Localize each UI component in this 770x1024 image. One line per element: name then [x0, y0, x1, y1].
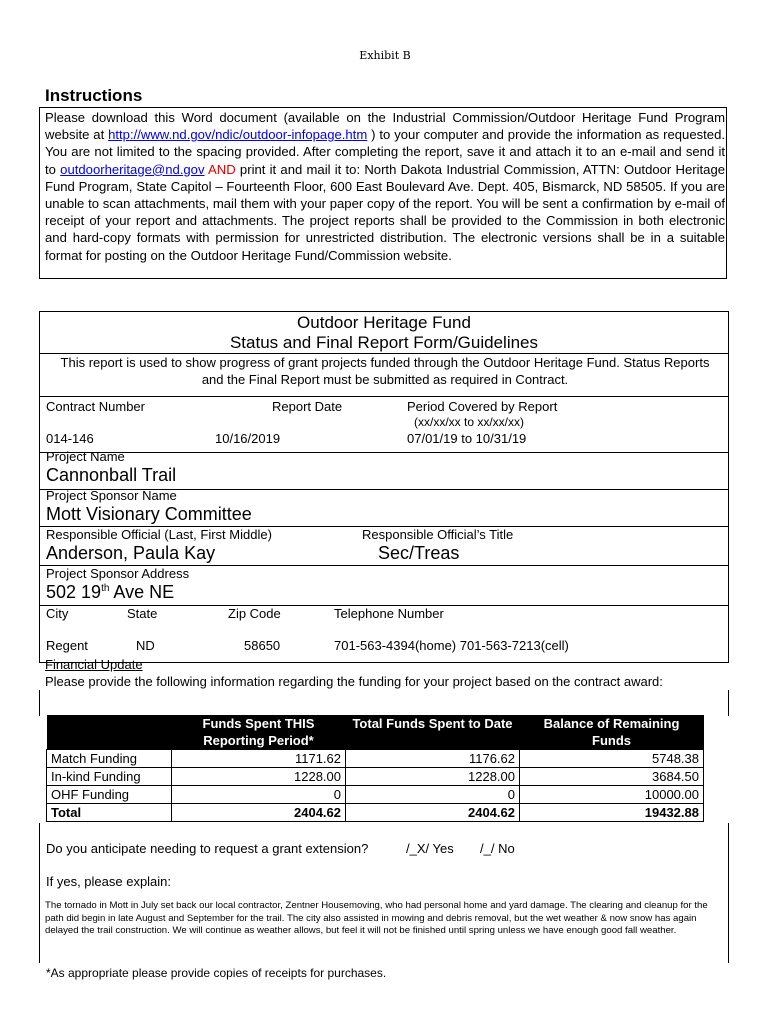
period-covered-value[interactable]: 07/01/19 to 10/31/19 — [407, 431, 527, 446]
balance-cell[interactable]: 3684.50 — [520, 768, 704, 786]
extension-question: Do you anticipate needing to request a grant extension? — [46, 841, 369, 856]
responsible-title-label: Responsible Official’s Title — [362, 527, 514, 542]
outdoor-infopage-link[interactable]: http://www.nd.gov/ndic/outdoor-infopage.htm — [108, 127, 368, 143]
col-balance: Balance of Remaining Funds — [520, 715, 704, 750]
period-covered-label: Period Covered by Report — [407, 399, 558, 414]
extension-yes-option[interactable]: /_X/ Yes — [406, 841, 454, 856]
this-period-cell[interactable]: 1171.62 — [172, 750, 346, 768]
to-date-cell[interactable]: 1228.00 — [346, 768, 520, 786]
receipts-footnote: *As appropriate please provide copies of receipts for purchases. — [46, 966, 387, 980]
financial-update-heading: Financial Update — [45, 657, 143, 672]
report-date-value[interactable]: 10/16/2019 — [215, 431, 281, 446]
report-date-label: Report Date — [272, 399, 343, 414]
city-label: City — [46, 606, 69, 621]
instructions-title: Instructions — [45, 86, 143, 105]
extension-no-option[interactable]: /_/ No — [480, 841, 515, 856]
funding-corner — [47, 715, 172, 750]
row-label: Total — [47, 804, 172, 822]
margin-rule — [728, 690, 729, 716]
period-format-hint: (xx/xx/xx to xx/xx/xx) — [414, 415, 525, 429]
row-label: OHF Funding — [47, 786, 172, 804]
row-label: Match Funding — [47, 750, 172, 768]
address-ordinal: th — [101, 583, 110, 594]
state-value[interactable]: ND — [136, 638, 155, 653]
instructions-part-3: print it and mail it to: North Dakota Industrial Commission, ATTN: Outdoor Heritage Fund Program, State Capitol – Fourteenth Floor, 600 East Boulevard Ave. Dept. 405, Bismarck, ND 58505. If you are unable to scan attachments, mail them with your paper copy of the report. You will be sent a confirmation by e-mail of receipt of your report and attachments. The project reports shall be provided to the Commission in both electronic and hard-copy formats with permission for unrestricted distribution. The electronic versions shall be in a suitable format for posting on the Outdoor Heritage Fund/Commission website. — [45, 161, 726, 263]
telephone-label: Telephone Number — [334, 606, 444, 621]
balance-cell[interactable]: 19432.88 — [520, 804, 704, 822]
this-period-cell[interactable]: 0 — [172, 786, 346, 804]
margin-rule — [39, 690, 40, 716]
exhibit-label: Exhibit B — [359, 49, 411, 62]
address-number: 502 19 — [46, 582, 102, 602]
instructions-part-1: Please download this Word document (available on the Industrial Commission/Outdoor Heritage Fund Program website at — [45, 110, 725, 143]
form-description: This report is used to show progress of grant projects funded through the Outdoor Heritage Fund. Status Reports and the Final Report must be submitted as required in Contract. — [60, 355, 710, 387]
table-row — [47, 768, 704, 786]
financial-prompt: Please provide the following information regarding the funding for your project based on the contract award: — [45, 674, 663, 689]
to-date-cell[interactable]: 2404.62 — [346, 804, 520, 822]
to-date-cell[interactable]: 0 — [346, 786, 520, 804]
col-to-date: Total Funds Spent to Date — [346, 715, 520, 750]
zip-label: Zip Code — [228, 606, 281, 621]
margin-rule — [39, 823, 40, 963]
email-link[interactable]: outdoorheritage@nd.gov — [60, 161, 205, 177]
this-period-cell[interactable]: 1228.00 — [172, 768, 346, 786]
form-title: Outdoor Heritage Fund — [297, 313, 471, 332]
address-street: Ave NE — [109, 582, 175, 602]
balance-cell[interactable]: 10000.00 — [520, 786, 704, 804]
funding-table — [46, 715, 704, 822]
project-name-label: Project Name — [46, 449, 125, 464]
if-yes-label: If yes, please explain: — [46, 874, 172, 889]
table-row — [47, 750, 704, 768]
project-sponsor-name-value[interactable]: Mott Visionary Committee — [46, 504, 252, 524]
contract-number-value[interactable]: 014-146 — [46, 431, 94, 446]
contract-number-label: Contract Number — [46, 399, 145, 414]
instructions-part-2: ) to your computer and provide the information as requested. You are not limited to the spacing provided. After completing the report, save it and attach it to an e-mail and send it to — [45, 127, 725, 177]
responsible-title-value[interactable]: Sec/Treas — [378, 543, 460, 563]
city-value[interactable]: Regent — [46, 638, 88, 653]
row-label: In-kind Funding — [47, 768, 172, 786]
margin-rule — [728, 823, 729, 963]
zip-value[interactable]: 58650 — [244, 638, 281, 653]
table-row-total — [47, 804, 704, 822]
balance-cell[interactable]: 5748.38 — [520, 750, 704, 768]
form-subtitle: Status and Final Report Form/Guidelines — [229, 333, 539, 352]
divider — [40, 452, 728, 453]
to-date-cell[interactable]: 1176.62 — [346, 750, 520, 768]
instructions-text — [45, 109, 725, 264]
responsible-official-label: Responsible Official (Last, First Middle) — [46, 527, 272, 542]
telephone-value[interactable]: 701-563-4394(home) 701-563-7213(cell) — [334, 638, 569, 653]
and-emphasis: AND — [204, 161, 236, 177]
divider — [40, 396, 728, 397]
table-row — [47, 786, 704, 804]
extension-explanation[interactable]: The tornado in Mott in July set back our local contractor, Zentner Housemoving, who had personal home and yard damage. The clearing and cleanup for the path did begin in late August and September for the trail. The city also assisted in mowing and debris removal, but the wet weather & now snow has again delayed the trail construction. We will continue as weather allows, but feel it will not be finished until spring unless we have enough good fall weather. — [45, 900, 708, 937]
responsible-official-value[interactable]: Anderson, Paula Kay — [46, 543, 216, 563]
project-name-value[interactable]: Cannonball Trail — [46, 465, 177, 485]
sponsor-address-value[interactable] — [46, 582, 174, 603]
col-this-period: Funds Spent THIS Reporting Period* — [172, 715, 346, 750]
state-label: State — [127, 606, 158, 621]
this-period-cell[interactable]: 2404.62 — [172, 804, 346, 822]
project-sponsor-name-label: Project Sponsor Name — [46, 488, 177, 503]
sponsor-address-label: Project Sponsor Address — [46, 566, 190, 581]
